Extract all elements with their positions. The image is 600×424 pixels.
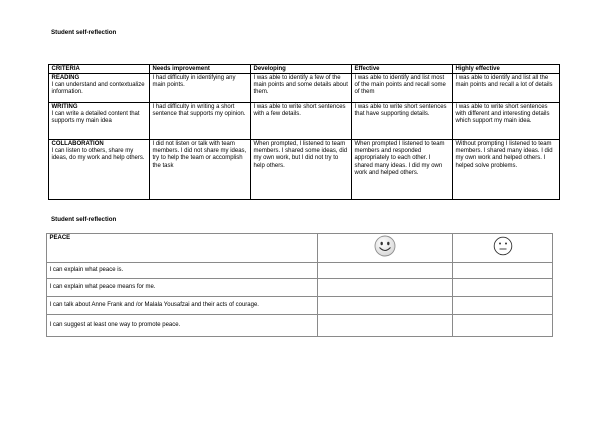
- header-developing: Developing: [251, 65, 352, 74]
- rubric-header-row: [49, 65, 560, 74]
- header-needs-improvement: Needs improvement: [150, 65, 251, 74]
- peace-row: [47, 279, 553, 297]
- smiley-checkbox-cell[interactable]: [318, 315, 453, 337]
- neutral-checkbox-cell[interactable]: [453, 297, 553, 315]
- statement-cell: I can talk about Anne Frank and /or Malala Yousafzai and their acts of courage.: [47, 297, 318, 315]
- statement-cell: I can explain what peace is.: [47, 263, 318, 279]
- peace-row: [47, 297, 553, 315]
- rubric-table: [48, 64, 560, 200]
- rubric-cell: I was able to write short sentences with different and interesting details which support my main idea.: [453, 103, 560, 140]
- criterion-description: I can understand and contextualize information.: [51, 82, 145, 96]
- peace-header-row: [47, 234, 553, 263]
- criterion-name: WRITING: [51, 103, 78, 110]
- neutral-column-header: [453, 234, 553, 263]
- statement-cell: I can explain what peace means for me.: [47, 279, 318, 297]
- criterion-name: READING: [51, 74, 80, 81]
- peace-row: [47, 263, 553, 279]
- criteria-cell-writing: [49, 103, 150, 140]
- rubric-cell: Without prompting I listened to team members. I shared many ideas. I did my own work and helped others. I helped solve problems.: [453, 140, 560, 200]
- rubric-cell: I had difficulty in writing a short sentence that supports my opinion.: [150, 103, 251, 140]
- rubric-title: Student self-reflection: [51, 29, 117, 36]
- header-effective: Effective: [352, 65, 453, 74]
- criterion-description: I can listen to others, share my ideas, do my work and help others.: [51, 148, 145, 162]
- smiley-checkbox-cell[interactable]: [318, 263, 453, 279]
- peace-row: [47, 315, 553, 337]
- neutral-face-icon: [493, 236, 513, 259]
- rubric-cell: I had difficulty in identifying any main points.: [150, 74, 251, 103]
- smiley-checkbox-cell[interactable]: [318, 297, 453, 315]
- peace-title: Student self-reflection: [51, 216, 117, 223]
- statement-cell: I can suggest at least one way to promote peace.: [47, 315, 318, 337]
- rubric-cell: I was able to write short sentences that have supporting details.: [352, 103, 453, 140]
- smiley-face-icon: [374, 235, 396, 260]
- rubric-row-collaboration: [49, 140, 560, 200]
- neutral-checkbox-cell[interactable]: [453, 279, 553, 297]
- criteria-cell-collaboration: [49, 140, 150, 200]
- smiley-checkbox-cell[interactable]: [318, 279, 453, 297]
- rubric-cell: I was able to identify a few of the main points and some details about them.: [251, 74, 352, 103]
- rubric-cell: When prompted, I listened to team members. I shared some ideas, did my own work, but I did not try to help others.: [251, 140, 352, 200]
- rubric-cell: When prompted I listened to team members and responded appropriately to each other. I shared many ideas. I did my own work and helped others.: [352, 140, 453, 200]
- rubric-cell: I was able to write short sentences with a few details.: [251, 103, 352, 140]
- smiley-column-header: [318, 234, 453, 263]
- header-highly-effective: Highly effective: [453, 65, 560, 74]
- rubric-cell: I did not listen or talk with team members. I did not share my ideas, try to help the team or accomplish the task: [150, 140, 251, 200]
- rubric-row-reading: [49, 74, 560, 103]
- header-criteria: CRITERIA: [49, 65, 150, 74]
- rubric-cell: I was able to identify and list all the main points and recall a lot of details: [453, 74, 560, 103]
- criterion-description: I can write a detailed content that supports my main idea: [51, 111, 140, 125]
- rubric-row-writing: [49, 103, 560, 140]
- criteria-cell-reading: [49, 74, 150, 103]
- rubric-cell: I was able to identify and list most of the main points and recall some of them: [352, 74, 453, 103]
- neutral-checkbox-cell[interactable]: [453, 315, 553, 337]
- peace-header: PEACE: [47, 234, 318, 263]
- criterion-name: COLLABORATION: [51, 140, 104, 147]
- peace-table: [46, 233, 553, 337]
- neutral-checkbox-cell[interactable]: [453, 263, 553, 279]
